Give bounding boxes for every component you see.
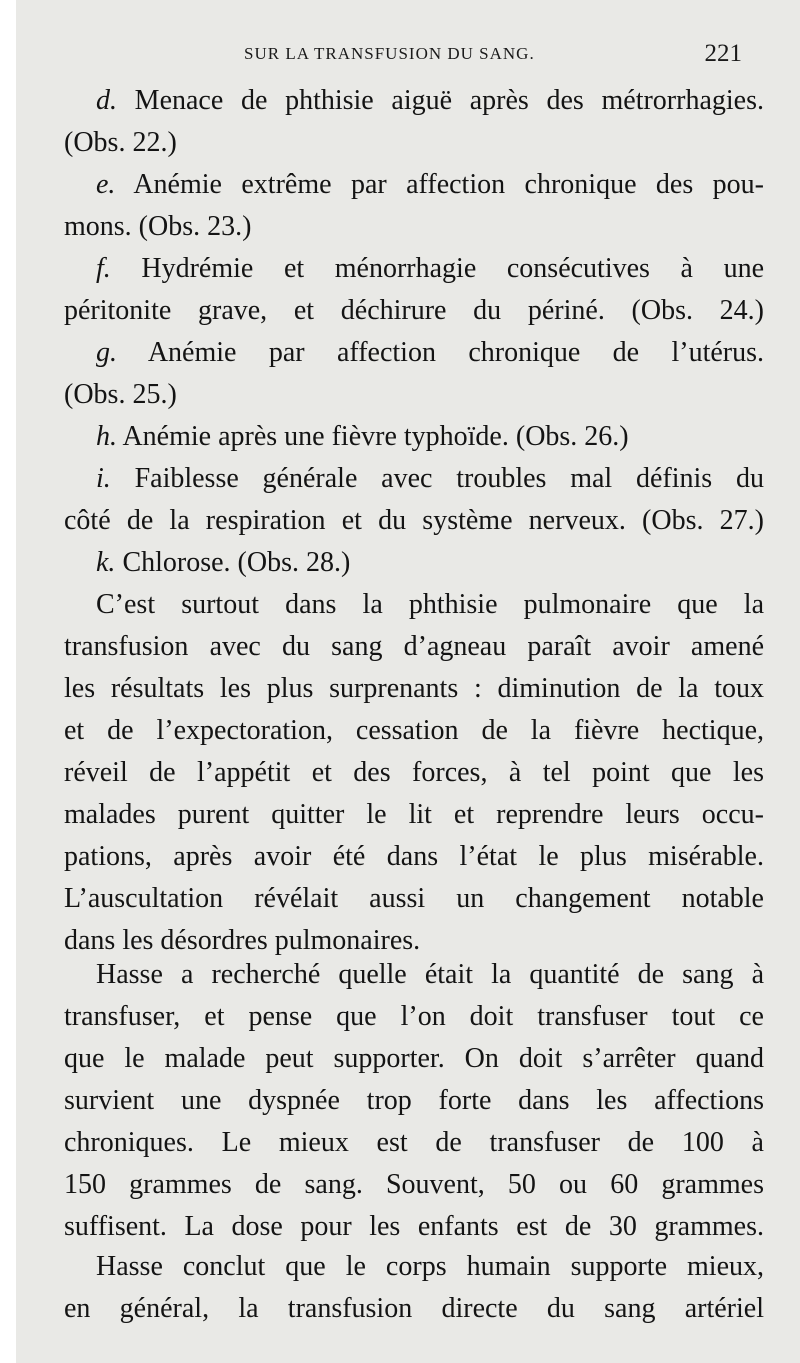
line-text: Hydrémie et ménorrhagie consécutives à une (110, 253, 764, 284)
line-text: et de l’expectoration, cessation de la fièvre hectique, (64, 715, 764, 746)
line-text: Anémie extrême par affection chronique des pou- (115, 169, 764, 200)
line-text: dans les désordres pulmonaires. (64, 925, 421, 956)
paragraph-line (96, 1246, 764, 1288)
paragraph-line (64, 668, 764, 710)
line-text: Chlorose. (Obs. 28.) (115, 547, 351, 578)
paragraph-line (64, 794, 764, 836)
line-text: transfuser, et pense que l’on doit transfuser tout ce (64, 1001, 764, 1032)
line-text: survient une dyspnée trop forte dans les affections (64, 1085, 764, 1116)
line-text: 150 grammes de sang. Souvent, 50 ou 60 grammes (64, 1169, 764, 1200)
line-text: en général, la transfusion directe du sang artériel (64, 1293, 764, 1324)
list-item-h (96, 416, 764, 458)
text-line (64, 500, 764, 542)
list-item-e (96, 164, 764, 206)
list-item-g (96, 332, 764, 374)
list-item-k (96, 542, 764, 584)
paragraph-line (64, 1206, 764, 1248)
line-text: les résultats les plus surprenants : diminution de la toux (64, 673, 764, 704)
page-margin (0, 0, 16, 1363)
item-label: i. (96, 463, 111, 494)
item-label: f. (96, 253, 111, 284)
page-header (244, 40, 742, 70)
item-label: g. (96, 337, 117, 368)
line-text: malades purent quitter le lit et reprendre leurs occu- (64, 799, 764, 830)
list-item-f (96, 248, 764, 290)
item-label: e. (96, 169, 116, 200)
line-text: réveil de l’appétit et des forces, à tel point que les (64, 757, 764, 788)
line-text: que le malade peut supporter. On doit s’arrêter quand (64, 1043, 764, 1074)
paragraph-line (64, 1122, 764, 1164)
line-text: (Obs. 25.) (64, 379, 177, 410)
line-text: (Obs. 22.) (64, 127, 177, 158)
item-label: d. (96, 85, 117, 116)
item-label: k. (96, 547, 116, 578)
running-title: SUR LA TRANSFUSION DU SANG. (244, 44, 535, 63)
page-number: 221 (704, 40, 742, 67)
line-text: mons. (Obs. 23.) (64, 211, 252, 242)
line-text: Anémie par affection chronique de l’utérus. (117, 337, 764, 368)
paragraph-line (64, 996, 764, 1038)
line-text: Hasse a recherché quelle était la quantité de sang à (96, 959, 764, 990)
item-label: h. (96, 421, 117, 452)
line-text: Menace de phthisie aiguë après des métrorrhagies. (117, 85, 764, 116)
line-text: pations, après avoir été dans l’état le plus misérable. (64, 841, 764, 872)
line-text: Hasse conclut que le corps humain supporte mieux, (96, 1251, 764, 1282)
text-line (64, 206, 764, 248)
line-text: côté de la respiration et du système nerveux. (Obs. 27.) (64, 505, 764, 536)
line-text: C’est surtout dans la phthisie pulmonaire que la (96, 589, 764, 620)
paragraph-line (64, 1080, 764, 1122)
list-item-i (96, 458, 764, 500)
paragraph-line (96, 954, 764, 996)
paragraph-line (64, 752, 764, 794)
line-text: péritonite grave, et déchirure du périné. (Obs. 24.) (64, 295, 764, 326)
line-text: L’auscultation révélait aussi un changement notable (64, 883, 764, 914)
line-text: Anémie après une fièvre typhoïde. (Obs. 26.) (117, 421, 629, 452)
paragraph-line (64, 710, 764, 752)
paragraph-line (64, 1288, 764, 1330)
book-page (16, 0, 800, 1363)
paragraph-line (96, 584, 764, 626)
text-line (64, 290, 764, 332)
paragraph-line (64, 1164, 764, 1206)
paragraph-line (64, 626, 764, 668)
text-line (64, 122, 764, 164)
line-text: suffisent. La dose pour les enfants est de 30 grammes. (64, 1211, 764, 1242)
line-text: transfusion avec du sang d’agneau paraît avoir amené (64, 631, 764, 662)
text-line (64, 374, 764, 416)
paragraph-line (64, 836, 764, 878)
list-item-d (96, 80, 764, 122)
line-text: chroniques. Le mieux est de transfuser de 100 à (64, 1127, 764, 1158)
paragraph-line (64, 1038, 764, 1080)
line-text: Faiblesse générale avec troubles mal définis du (110, 463, 764, 494)
paragraph-line (64, 878, 764, 920)
